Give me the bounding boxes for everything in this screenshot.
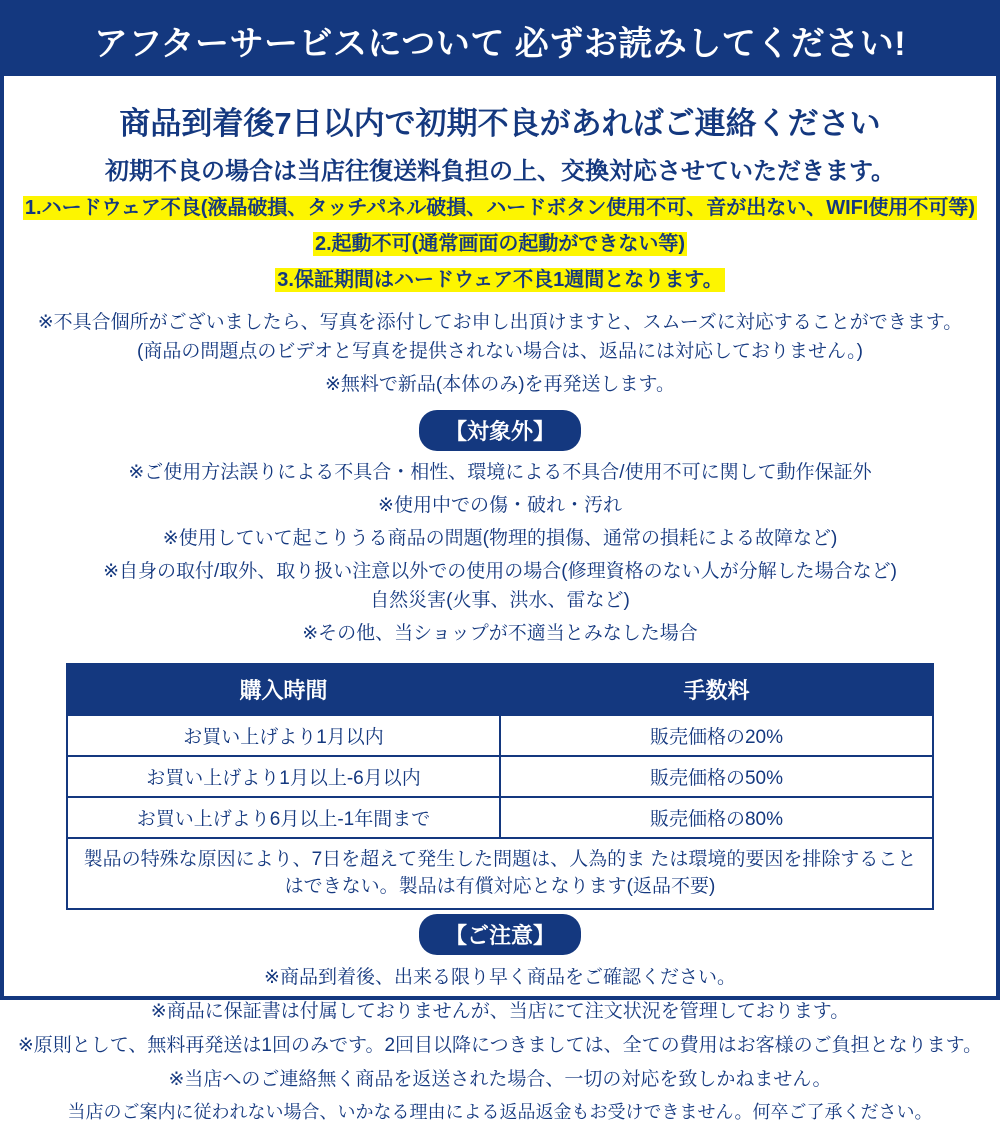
highlight-text-2: 2.起動不可(通常画面の起動ができない等) (315, 233, 685, 255)
fee-table-wrap (4, 663, 996, 910)
table-row (67, 797, 933, 838)
table-footnote-row (67, 838, 933, 909)
table-footnote: 製品の特殊な原因により、7日を超えて発生した問題は、人為的ま たは環境的要因を排除することはできない。製品は有償対応となります(返品不要) (67, 838, 933, 909)
highlight-text-3: 3.保証期間はハードウェア不良1週間となります。 (277, 269, 723, 291)
table-cell-fee-2: 販売価格の50% (500, 756, 933, 797)
caution-item-5: 当店のご案内に従われない場合、いかなる理由による返品返金もお受けできません。何卒ご了承ください。 (67, 1102, 933, 1123)
header-bar (4, 4, 996, 76)
fee-table (66, 663, 934, 910)
caution-badge: 【ご注意】 (419, 914, 581, 955)
note-line-1: ※不具合個所がございましたら、写真を添付してお申し出頂けますと、スムーズに対応することができます。 (37, 312, 963, 333)
section-title: 商品到着後7日以内で初期不良があればご連絡ください (119, 106, 881, 141)
note-line-2: (商品の問題点のビデオと写真を提供されない場合は、返品には対応しておりません。) (137, 341, 863, 362)
caution-badge-wrap (4, 914, 996, 955)
table-cell-period-2: お買い上げより1月以上-6月以内 (67, 756, 500, 797)
table-header-period: 購入時間 (67, 664, 500, 715)
caution-item-3: ※原則として、無料再発送は1回のみです。2回目以降につきましては、全ての費用はお客様のご負担となります。 (17, 1035, 983, 1057)
exclusion-badge-wrap (4, 410, 996, 451)
highlight-line-2 (4, 231, 996, 258)
caution-item-1: ※商品到着後、出来る限り早く商品をご確認ください。 (264, 967, 736, 989)
exclusion-item-5: 自然災害(火事、洪水、雷など) (370, 590, 630, 611)
table-cell-fee-1: 販売価格の20% (500, 715, 933, 756)
section-subtitle: 初期不良の場合は当店往復送料負担の上、交換対応させていただきます。 (104, 158, 896, 185)
highlight-text-1: 1.ハードウェア不良(液晶破損、タッチパネル破損、ハードボタン使用不可、音が出ない、WIFI使用不可等) (24, 197, 976, 219)
exclusion-item-4: ※自身の取付/取外、取り扱い注意以外での使用の場合(修理資格のない人が分解した場合など) (103, 561, 897, 582)
caution-item-2: ※商品に保証書は付属しておりませんが、当店にて注文状況を管理しております。 (150, 1001, 850, 1023)
table-header-row (67, 664, 933, 715)
table-row (67, 756, 933, 797)
header-title: アフターサービスについて 必ずお読みしてください! (93, 24, 907, 63)
table-cell-fee-3: 販売価格の80% (500, 797, 933, 838)
exclusion-badge: 【対象外】 (419, 410, 581, 451)
table-header-fee: 手数料 (500, 664, 933, 715)
exclusion-item-2: ※使用中での傷・破れ・汚れ (378, 495, 622, 516)
table-cell-period-1: お買い上げより1月以内 (67, 715, 500, 756)
note-line-3: ※無料で新品(本体のみ)を再発送します。 (324, 374, 676, 395)
caution-item-4: ※当店へのご連絡無く商品を返送された場合、一切の対応を致しかねません。 (168, 1069, 832, 1091)
highlight-line-3 (4, 267, 996, 294)
exclusion-item-1: ※ご使用方法誤りによる不具合・相性、環境による不具合/使用不可に関して動作保証外 (128, 462, 872, 483)
highlight-line-1 (4, 195, 996, 222)
table-cell-period-3: お買い上げより6月以上-1年間まで (67, 797, 500, 838)
exclusion-item-6: ※その他、当ショップが不適当とみなした場合 (302, 623, 698, 644)
table-row (67, 715, 933, 756)
exclusion-item-3: ※使用していて起こりうる商品の問題(物理的損傷、通常の損耗による故障など) (162, 528, 838, 549)
